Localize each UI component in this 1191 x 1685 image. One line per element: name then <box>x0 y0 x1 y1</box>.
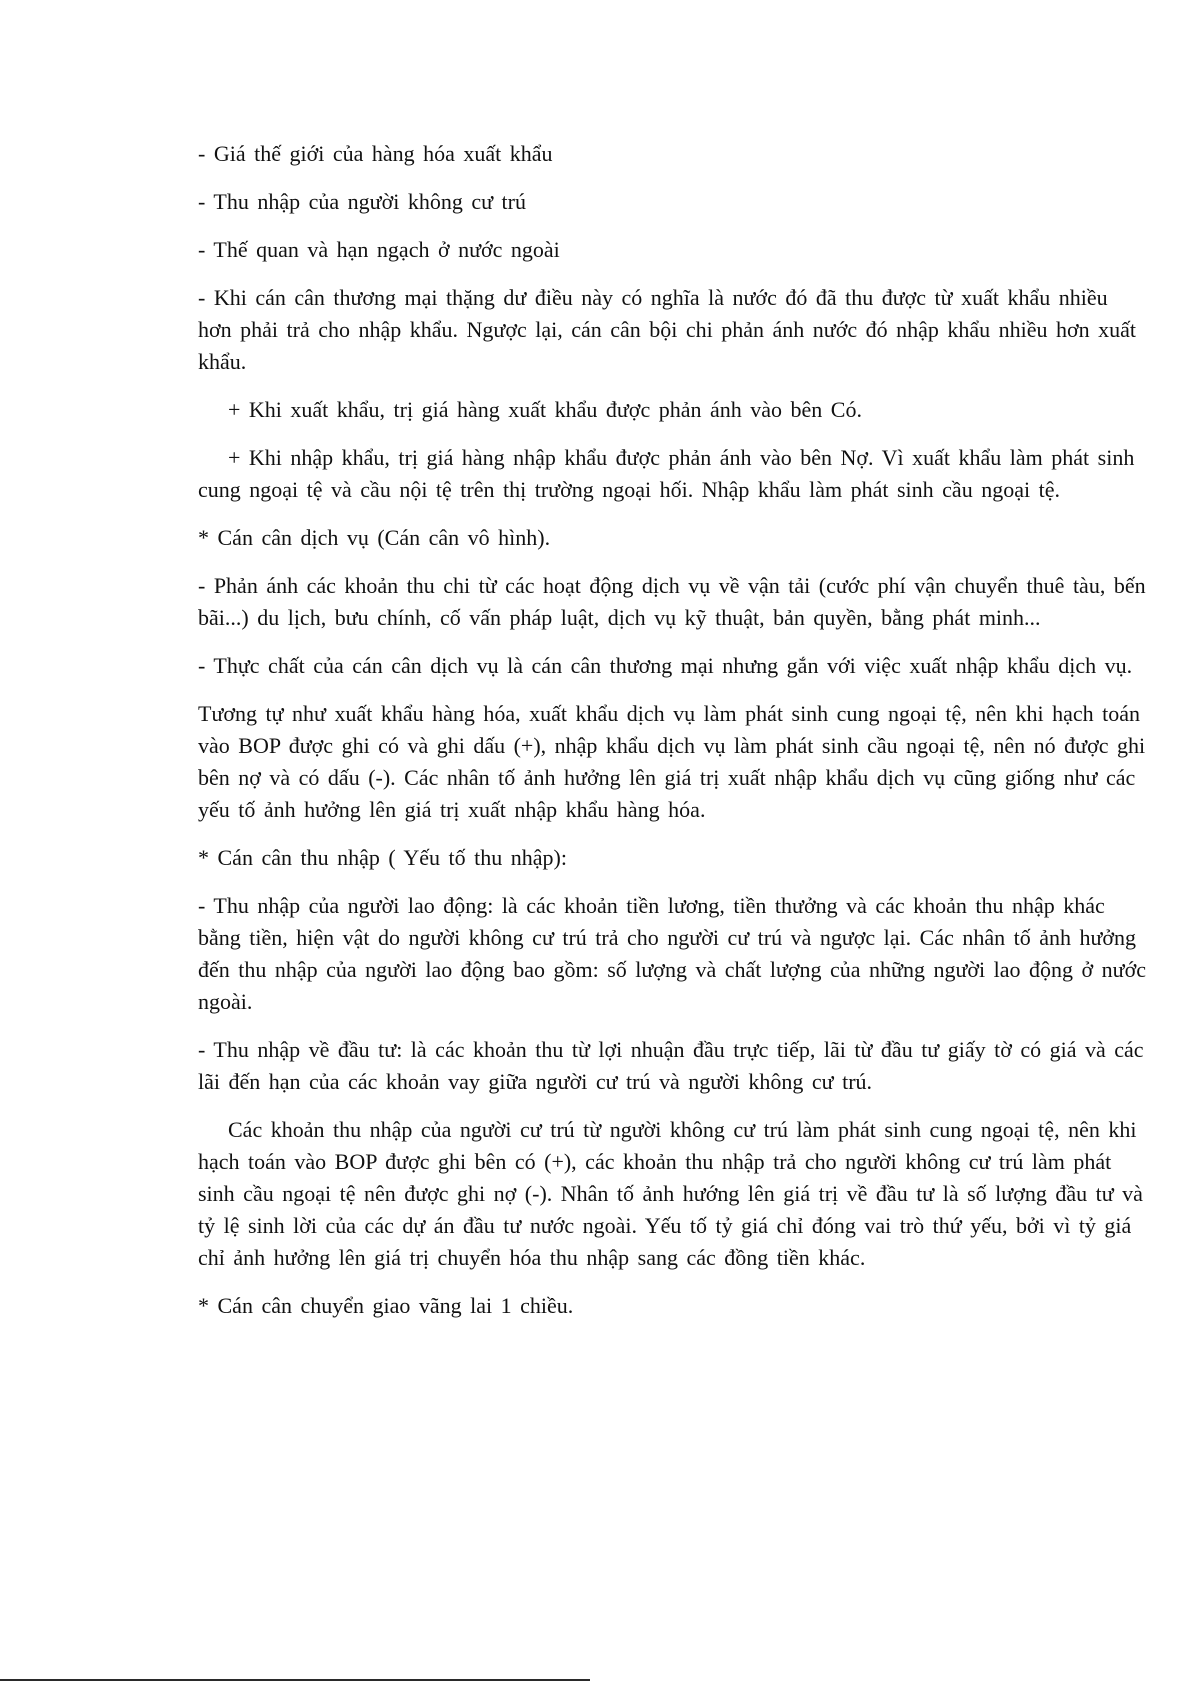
paragraph-services-nature: - Thực chất của cán cân dịch vụ là cán cân thương mại nhưng gắn với việc xuất nhập khẩu dịch vụ. <box>198 653 1133 678</box>
paragraph-export-credit: + Khi xuất khẩu, trị giá hàng xuất khẩu được phản ánh vào bên Có. <box>228 397 862 422</box>
paragraph-bullet-nonresident-income: - Thu nhập của người không cư trú <box>198 189 526 214</box>
heading-current-transfers: * Cán cân chuyển giao vãng lai 1 chiều. <box>198 1293 574 1318</box>
paragraph-services-accounting: Tương tự như xuất khẩu hàng hóa, xuất khẩu dịch vụ làm phát sinh cung ngoại tệ, nên khi hạch toán vào BOP được ghi có và ghi dấu (+), nhập khẩu dịch vụ làm phát sinh cầu ngoại tệ, nên nó được ghi bên nợ và có dấu (-). Các nhân tố ảnh hưởng lên giá trị xuất nhập khẩu dịch vụ cũng giống như các yếu tố ảnh hưởng lên giá trị xuất nhập khẩu hàng hóa. <box>198 701 1146 822</box>
paragraph-trade-balance-surplus: - Khi cán cân thương mại thặng dư điều này có nghĩa là nước đó đã thu được từ xuất khẩu nhiều hơn phải trả cho nhập khẩu. Ngược lại, cán cân bội chi phản ánh nước đó nhập khẩu nhiều hơn xuất khẩu. <box>198 285 1137 374</box>
page-bottom-rule <box>0 1679 590 1681</box>
paragraph-bullet-export-price: - Giá thế giới của hàng hóa xuất khẩu <box>198 141 553 166</box>
document-body <box>198 138 1148 1338</box>
paragraph-investment-income: - Thu nhập về đầu tư: là các khoản thu từ lợi nhuận đầu trực tiếp, lãi từ đầu tư giấy tờ có giá và các lãi đến hạn của các khoản vay giữa người cư trú và người không cư trú. <box>198 1037 1144 1094</box>
heading-services-balance: * Cán cân dịch vụ (Cán cân vô hình). <box>198 525 551 550</box>
paragraph-services-description: - Phản ánh các khoản thu chi từ các hoạt động dịch vụ về vận tải (cước phí vận chuyển thuê tàu, bến bãi...) du lịch, bưu chính, cố vấn pháp luật, dịch vụ kỹ thuật, bản quyền, bằng phát minh... <box>198 573 1146 630</box>
paragraph-income-accounting: Các khoản thu nhập của người cư trú từ người không cư trú làm phát sinh cung ngoại tệ, nên khi hạch toán vào BOP được ghi bên có (+), các khoản thu nhập trả cho người không cư trú làm phát sinh cầu ngoại tệ nên được ghi nợ (-). Nhân tố ảnh hướng lên giá trị về đầu tư là số lượng đầu tư và tỷ lệ sinh lời của các dự án đầu tư nước ngoài. Yếu tố tỷ giá chỉ đóng vai trò thứ yếu, bởi vì tỷ giá chỉ ảnh hưởng lên giá trị chuyển hóa thu nhập sang các đồng tiền khác. <box>198 1117 1143 1270</box>
paragraph-bullet-tariffs-quotas: - Thế quan và hạn ngạch ở nước ngoài <box>198 237 560 262</box>
heading-income-balance: * Cán cân thu nhập ( Yếu tố thu nhập): <box>198 845 567 870</box>
paragraph-labor-income: - Thu nhập của người lao động: là các khoản tiền lương, tiền thưởng và các khoản thu nhập khác bằng tiền, hiện vật do người không cư trú trả cho người cư trú và ngược lại. Các nhân tố ảnh hưởng đến thu nhập của người lao động bao gồm: số lượng và chất lượng của những người lao động ở nước ngoài. <box>198 893 1146 1014</box>
paragraph-import-debit: + Khi nhập khẩu, trị giá hàng nhập khẩu được phản ánh vào bên Nợ. Vì xuất khẩu làm phát sinh cung ngoại tệ và cầu nội tệ trên thị trường ngoại hối. Nhập khẩu làm phát sinh cầu ngoại tệ. <box>198 445 1135 502</box>
